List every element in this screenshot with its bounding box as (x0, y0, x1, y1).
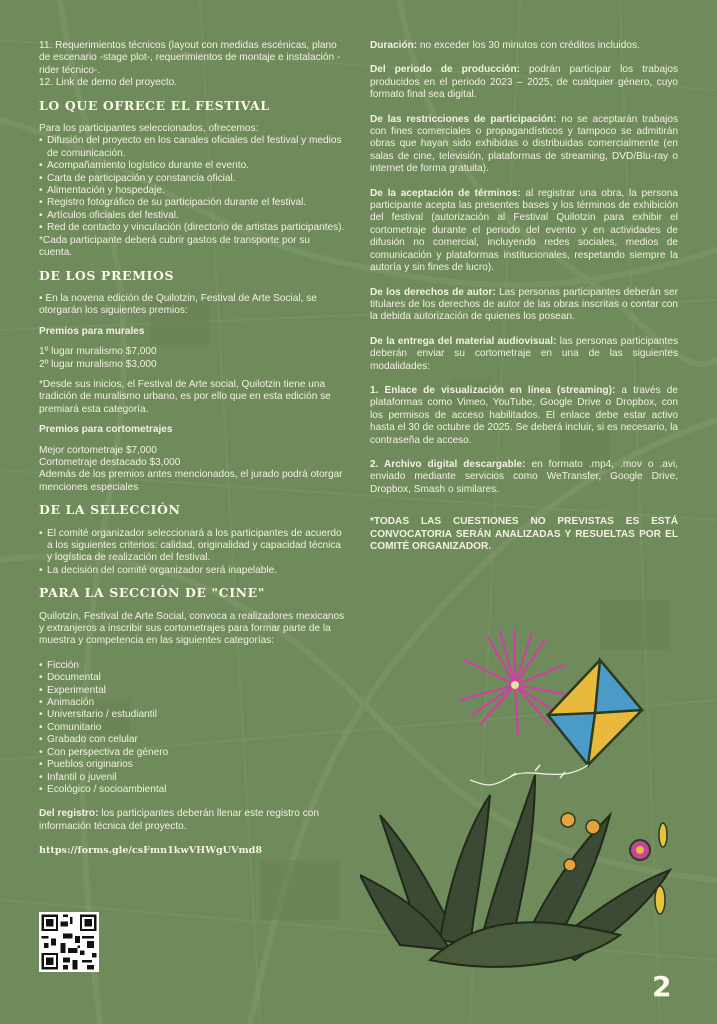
cine-categories (39, 660, 345, 796)
offers-heading: LO QUE OFRECE EL FESTIVAL (39, 97, 270, 113)
list-item: • El comité organizador seleccionará a los participantes de acuerdo a los siguientes criterios: calidad, originalidad y capacidad técnica y logística de realización del festival. (39, 528, 345, 565)
list-item: • La decisión del comité organizador será inapelable. (39, 565, 345, 577)
paragraph-text: podrán participar los trabajos producidos en el periodo 2023 – 2025, de cualquier género, cuyo formato final sea digital. (370, 64, 678, 101)
paragraph-label: Duración: (370, 40, 418, 51)
duration-paragraph (370, 40, 678, 52)
terms-paragraph (370, 188, 678, 275)
paragraph-label: De las restricciones de participación: (370, 113, 557, 125)
prizes-intro: • En la novena edición de Quilotzin, Festival de Arte Social, se otorgarán los siguientes premios: (39, 292, 317, 317)
list-item: • Comunitario (39, 722, 345, 734)
paragraph-text: al registrar una obra, la persona participante acepta las presentes bases y los términos de exhibición del festival (autorización al Festival Quilotzin para exhibir el cortometraje durante el periodo del evento y en actividades de difusión no comercial, incluyendo redes sociales, medios de comunicación y plataformas institucionales, respetando siempre la autoría y sin fines de lucro). (370, 187, 678, 274)
list-item: • Grabado con celular (39, 734, 345, 746)
list-item: • Con perspectiva de género (39, 747, 345, 759)
final-note: *TODAS LAS CUESTIONES NO PREVISTAS ES ESTÁ CONVOCATORIA SERÁN ANALIZADAS Y RESUELTAS POR EL COMITÉ ORGANIZADOR. (370, 516, 678, 552)
selection-heading: DE LA SELECCIÓN (39, 502, 181, 518)
paragraph-label: Del periodo de producción: (370, 64, 520, 76)
list-item: • Experimental (39, 685, 345, 697)
kite-icon (470, 660, 642, 785)
list-item: • Artículos oficiales del festival. (39, 210, 345, 222)
list-item: • Carta de participación y constancia oficial. (39, 173, 345, 185)
production-period-paragraph (370, 64, 678, 101)
restrictions-paragraph (370, 114, 678, 176)
list-item: • Universitario / estudiantil (39, 709, 345, 721)
short-prize-2: Cortometraje destacado $3,000 (39, 456, 181, 468)
paragraph-text: a través de plataformas como Vimeo, YouTube, Google Drive o Dropbox, con los permisos de acceso habilitados. El enlace debe estar activo hasta el 30 de octubre de 2025. Se deberá incluir, si es necesario, la contraseña de acceso. (370, 384, 678, 446)
paragraph-label: 1. Enlace de visualización en línea (streaming): (370, 384, 616, 396)
agave-plant-icon (360, 775, 670, 967)
streaming-paragraph (370, 385, 678, 447)
list-item: • Infantil o juvenil (39, 772, 345, 784)
paragraph-label: 2. Archivo digital descargable: (370, 458, 526, 470)
paragraph-text: no exceder los 30 minutos con créditos incluidos. (417, 40, 640, 51)
paragraph-text: Las personas participantes deberán ser titulares de los derechos de autor de las obras inscritas o contar con la debida autorización de quienes los posean. (370, 286, 678, 323)
page-number: 2 (652, 970, 672, 1003)
murals-prizes-heading: Premios para murales (39, 325, 145, 337)
list-item: • Animación (39, 697, 345, 709)
paragraph-text: en formato .mp4, .mov o .avi, enviado mediante servicios como WeTransfer, Google Drive, Dropbox, Smash o similares. (370, 458, 678, 495)
copyright-paragraph (370, 287, 678, 324)
cine-heading: PARA LA SECCIÓN DE "CINE" (39, 585, 265, 601)
qr-code-icon[interactable] (39, 912, 99, 972)
offers-list (39, 135, 345, 234)
requirement-item-12: 12. Link de demo del proyecto. (39, 77, 178, 89)
left-column (39, 40, 345, 858)
right-column (370, 40, 678, 553)
mural-prize-2: 2º lugar muralismo $3,000 (39, 358, 157, 370)
paragraph-label: De la entrega del material audiovisual: (370, 335, 557, 347)
shorts-prizes-heading: Premios para cortometrajes (39, 424, 173, 436)
offers-note: *Cada participante deberá cubrir gastos de transporte por su cuenta. (39, 234, 311, 259)
registration-link[interactable]: https://forms.gle/csFmn1kwVHWgUVmd8 (39, 845, 263, 857)
list-item: • Alimentación y hospedaje. (39, 185, 345, 197)
offers-intro: Para los participantes seleccionados, ofrecemos: (39, 123, 259, 135)
paragraph-label: De los derechos de autor: (370, 286, 496, 298)
list-item: • Registro fotográfico de su participación durante el festival. (39, 197, 345, 209)
list-item: • Red de contacto y vinculación (directorio de artistas participantes). (39, 222, 345, 234)
registro-paragraph (39, 808, 345, 833)
list-item: • Ficción (39, 660, 345, 672)
registro-label: Del registro: (39, 808, 99, 820)
mural-prize-1: 1º lugar muralismo $7,000 (39, 346, 157, 358)
requirement-item-11: 11. Requerimientos técnicos (layout con medidas escénicas, plano de escenario -stage plot-, requerimientos de montaje e instalación -rider técnico-. (39, 40, 341, 76)
list-item: • Pueblos originarios (39, 759, 345, 771)
list-item: • Documental (39, 672, 345, 684)
list-item: • Ecológico / socioambiental (39, 784, 345, 796)
shorts-note: Además de los premios antes mencionados, el jurado podrá otorgar menciones especiales (39, 469, 343, 493)
registro-text: los participantes deberán llenar este registro con información técnica del proyecto. (39, 808, 319, 832)
paragraph-text: no se aceptarán trabajos con fines comerciales o propagandísticos y tampoco se admitirán obras que hayan sido exhibidas o distribuidas comercialmente (en salas de cine, televisión, plataformas de streaming, DVD/Blu-ray o internet de forma gratuita). (370, 113, 678, 175)
cine-intro: Quilotzin, Festival de Arte Social, convoca a realizadores mexicanos y extranjeros a inscribir sus cortometrajes para formar parte de la muestra y competencia en las siguientes categorías: (39, 610, 345, 647)
selection-list (39, 528, 345, 578)
delivery-paragraph (370, 336, 678, 373)
list-item: • Difusión del proyecto en los canales oficiales del festival y medios de comunicación. (39, 135, 345, 160)
short-prize-1: Mejor cortometraje $7,000 (39, 444, 157, 456)
kite-agave-illustration (360, 615, 700, 985)
paragraph-label: De la aceptación de términos: (370, 187, 521, 199)
paragraph-text: las personas participantes deberán enviar su cortometraje en una de las siguientes modalidades: (370, 335, 678, 372)
download-paragraph (370, 459, 678, 496)
prizes-heading: DE LOS PREMIOS (39, 267, 175, 283)
murals-note: *Desde sus inicios, el Festival de Arte social, Quilotzin tiene una tradición de muralismo urbano, es por ello que en esta edición se premiará esta categoría. (39, 378, 331, 415)
list-item: • Acompañamiento logístico durante el evento. (39, 160, 345, 172)
